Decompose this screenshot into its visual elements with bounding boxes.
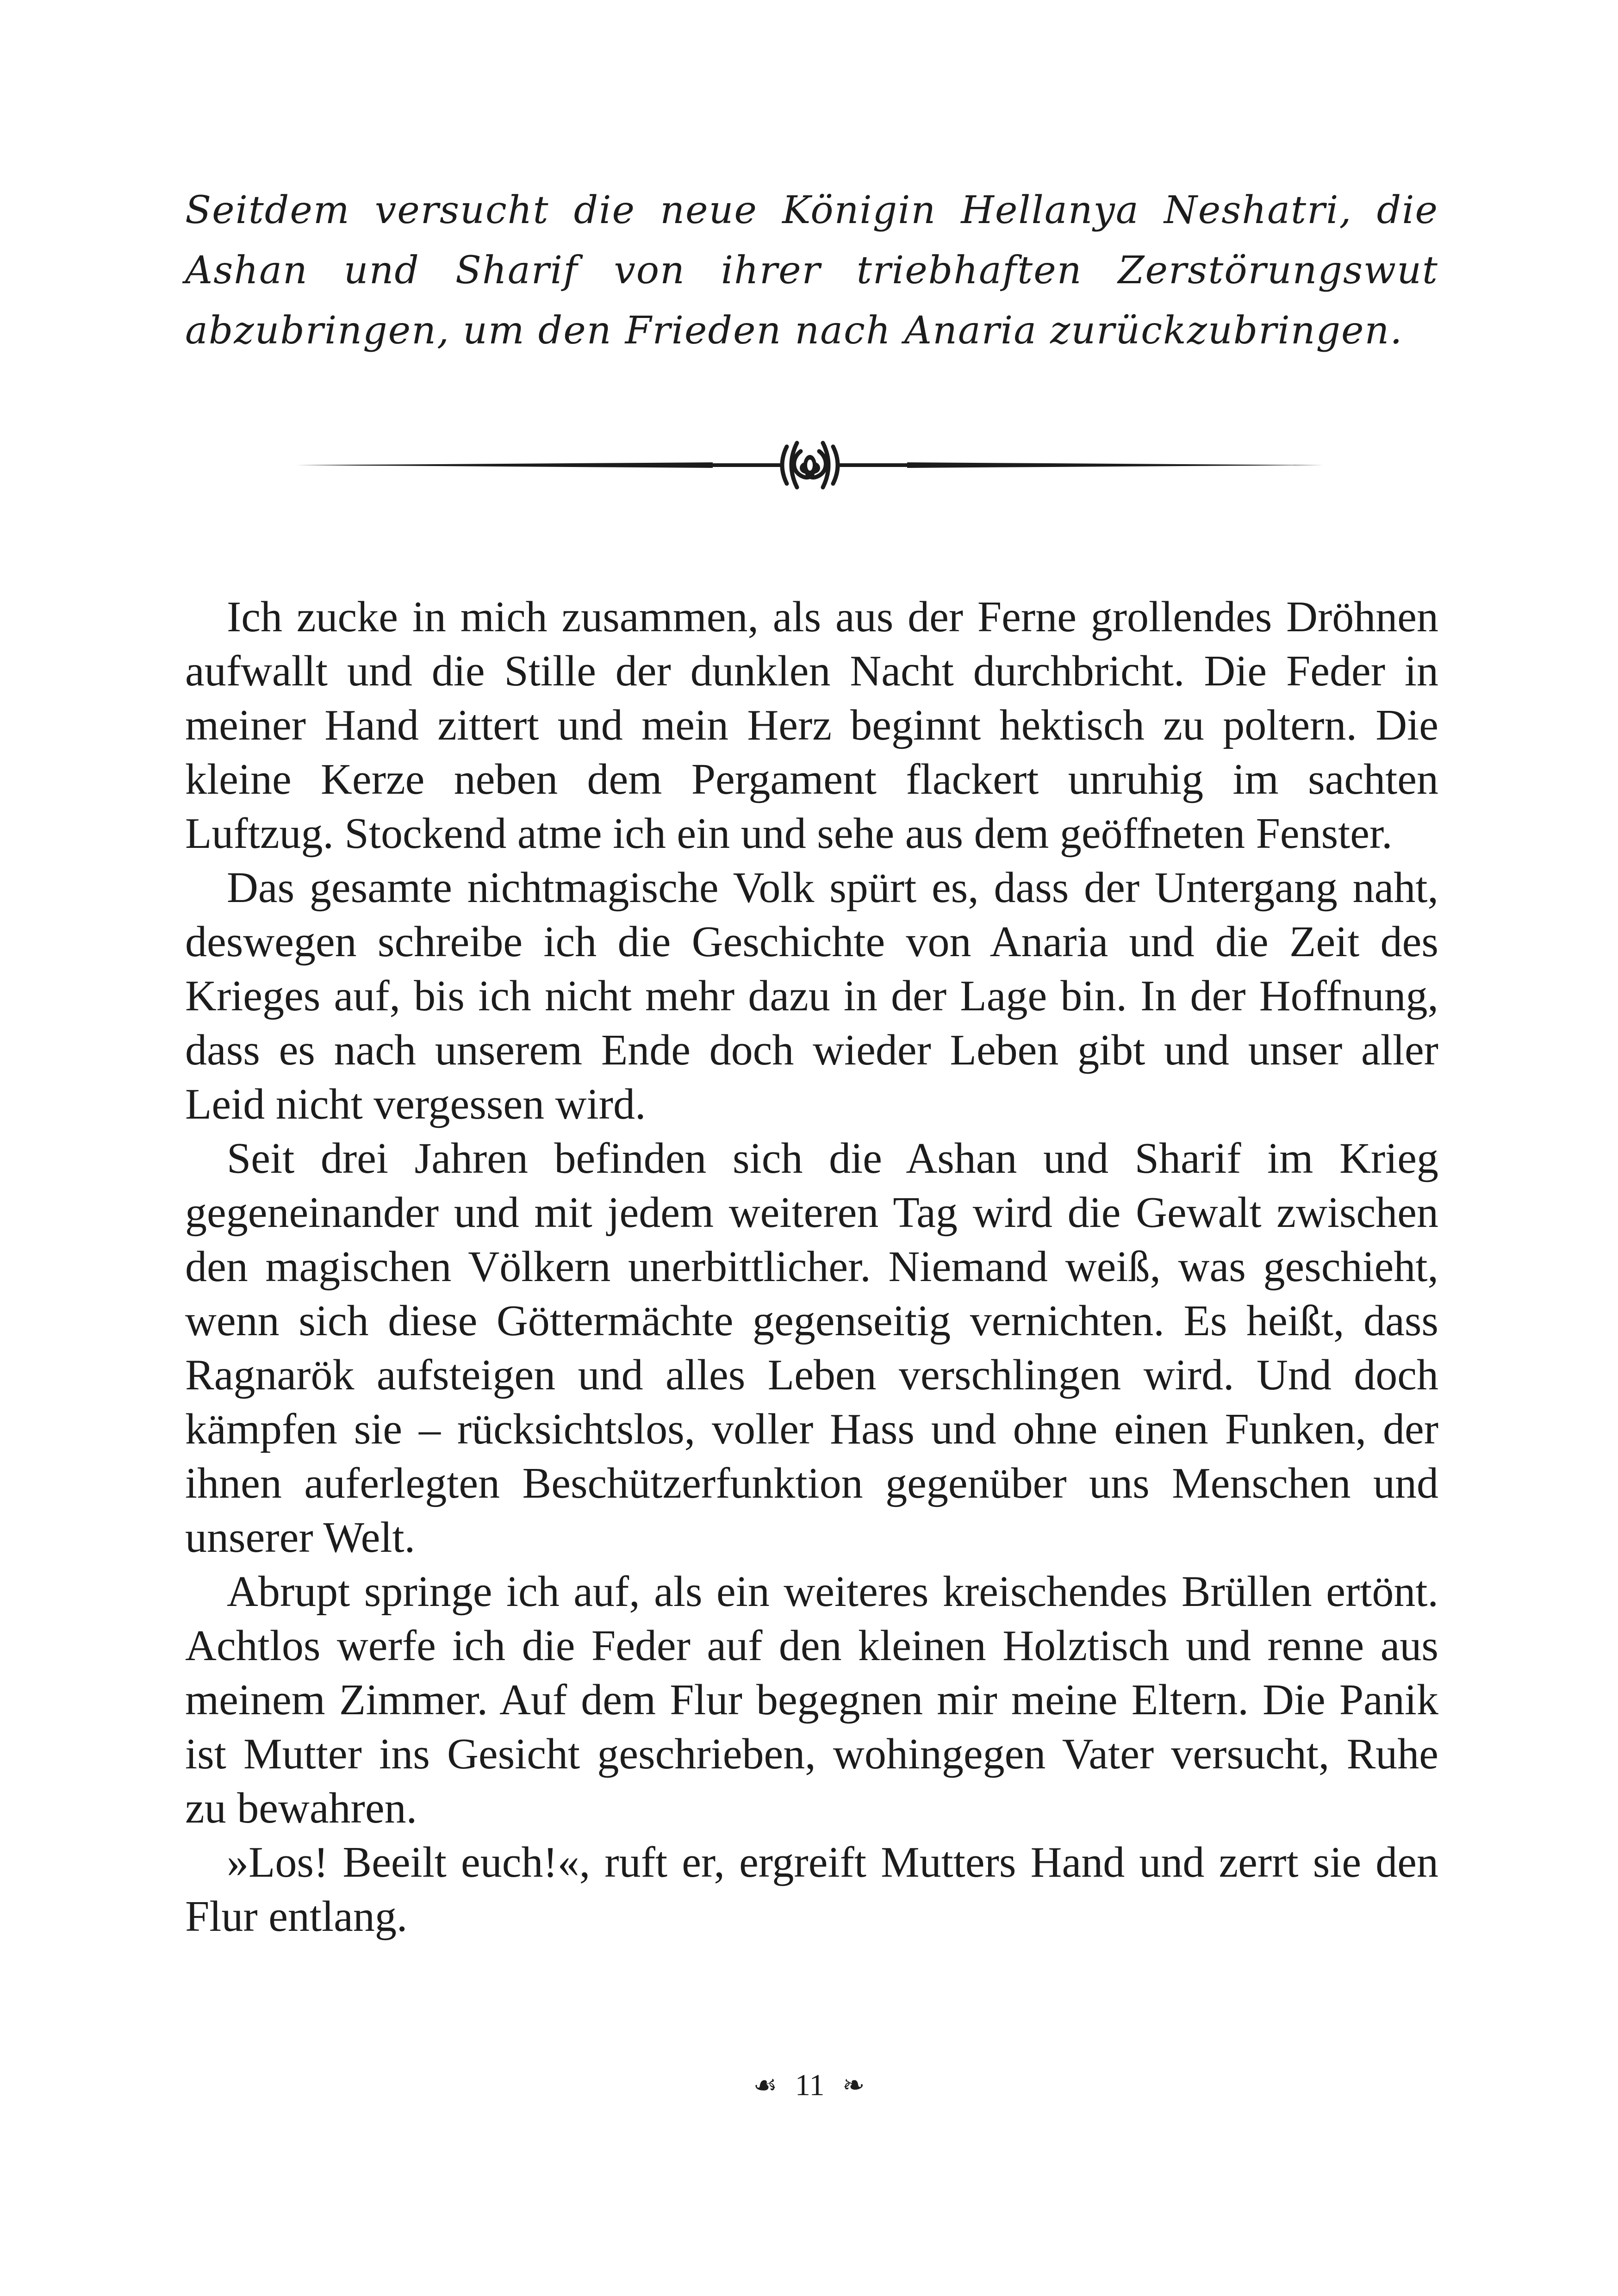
page-number: 11 [795,2068,825,2102]
page-footer [0,2062,1618,2106]
chapter-body [185,590,1438,1944]
paragraph-3: Seit drei Jahren befinden sich die Ashan und Sharif im Krieg gegeneinander und mit jedem weiteren Tag wird die Gewalt zwischen den magischen Völkern unerbittlicher. Niemand weiß, was geschieht, wenn sich diese Göttermächte gegenseitig vernichten. Es heißt, dass Ragnarök aufsteigen und alles Leben verschlingen wird. Und doch kämpfen sie – rücksichtslos, voller Hass und ohne einen Funken, der ihnen auferlegten Beschützerfunktion gegenüber uns Menschen und unserer Welt. [185,1134,1438,1562]
intro-text: Seitdem versucht die neue Königin Hellanya Neshatri, die Ashan und Sharif von ihrer triebhaften Zerstörungswut abzubringen, um den Frieden nach Anaria zurückzubringen. [185,188,1438,353]
paragraph-2: Das gesamte nichtmagische Volk spürt es, dass der Untergang naht, deswegen schreibe ich die Geschichte von Anaria und die Zeit des Krieges auf, bis ich nicht mehr dazu in der Lage bin. In der Hoffnung, dass es nach unserem Ende doch wieder Leben gibt und unser aller Leid nicht vergessen wird. [185,864,1438,1128]
intro-block [185,180,1438,361]
paragraph-5: »Los! Beeilt euch!«, ruft er, ergreift Mutters Hand und zerrt sie den Flur entlang. [185,1838,1438,1941]
left-fleuron-icon: ☙ [753,2070,778,2100]
right-fleuron-icon: ❧ [842,2070,865,2100]
scroll-divider-ornament-icon [296,433,1324,498]
paragraph-1: Ich zucke in mich zusammen, als aus der Ferne grollendes Dröhnen aufwallt und die Stille der dunklen Nacht durchbricht. Die Feder in meiner Hand zittert und mein Herz beginnt hektisch zu poltern. Die kleine Kerze neben dem Pergament flackert unruhig im sachten Luftzug. Stockend atme ich ein und sehe aus dem geöffneten Fenster. [185,593,1438,858]
paragraph-4: Abrupt springe ich auf, als ein weiteres kreischendes Brüllen ertönt. Achtlos werfe ich die Feder auf den kleinen Holztisch und renne aus meinem Zimmer. Auf dem Flur begegnen mir meine Eltern. Die Panik ist Mutter ins Gesicht geschrieben, wohingegen Vater versucht, Ruhe zu bewahren. [185,1568,1438,1832]
